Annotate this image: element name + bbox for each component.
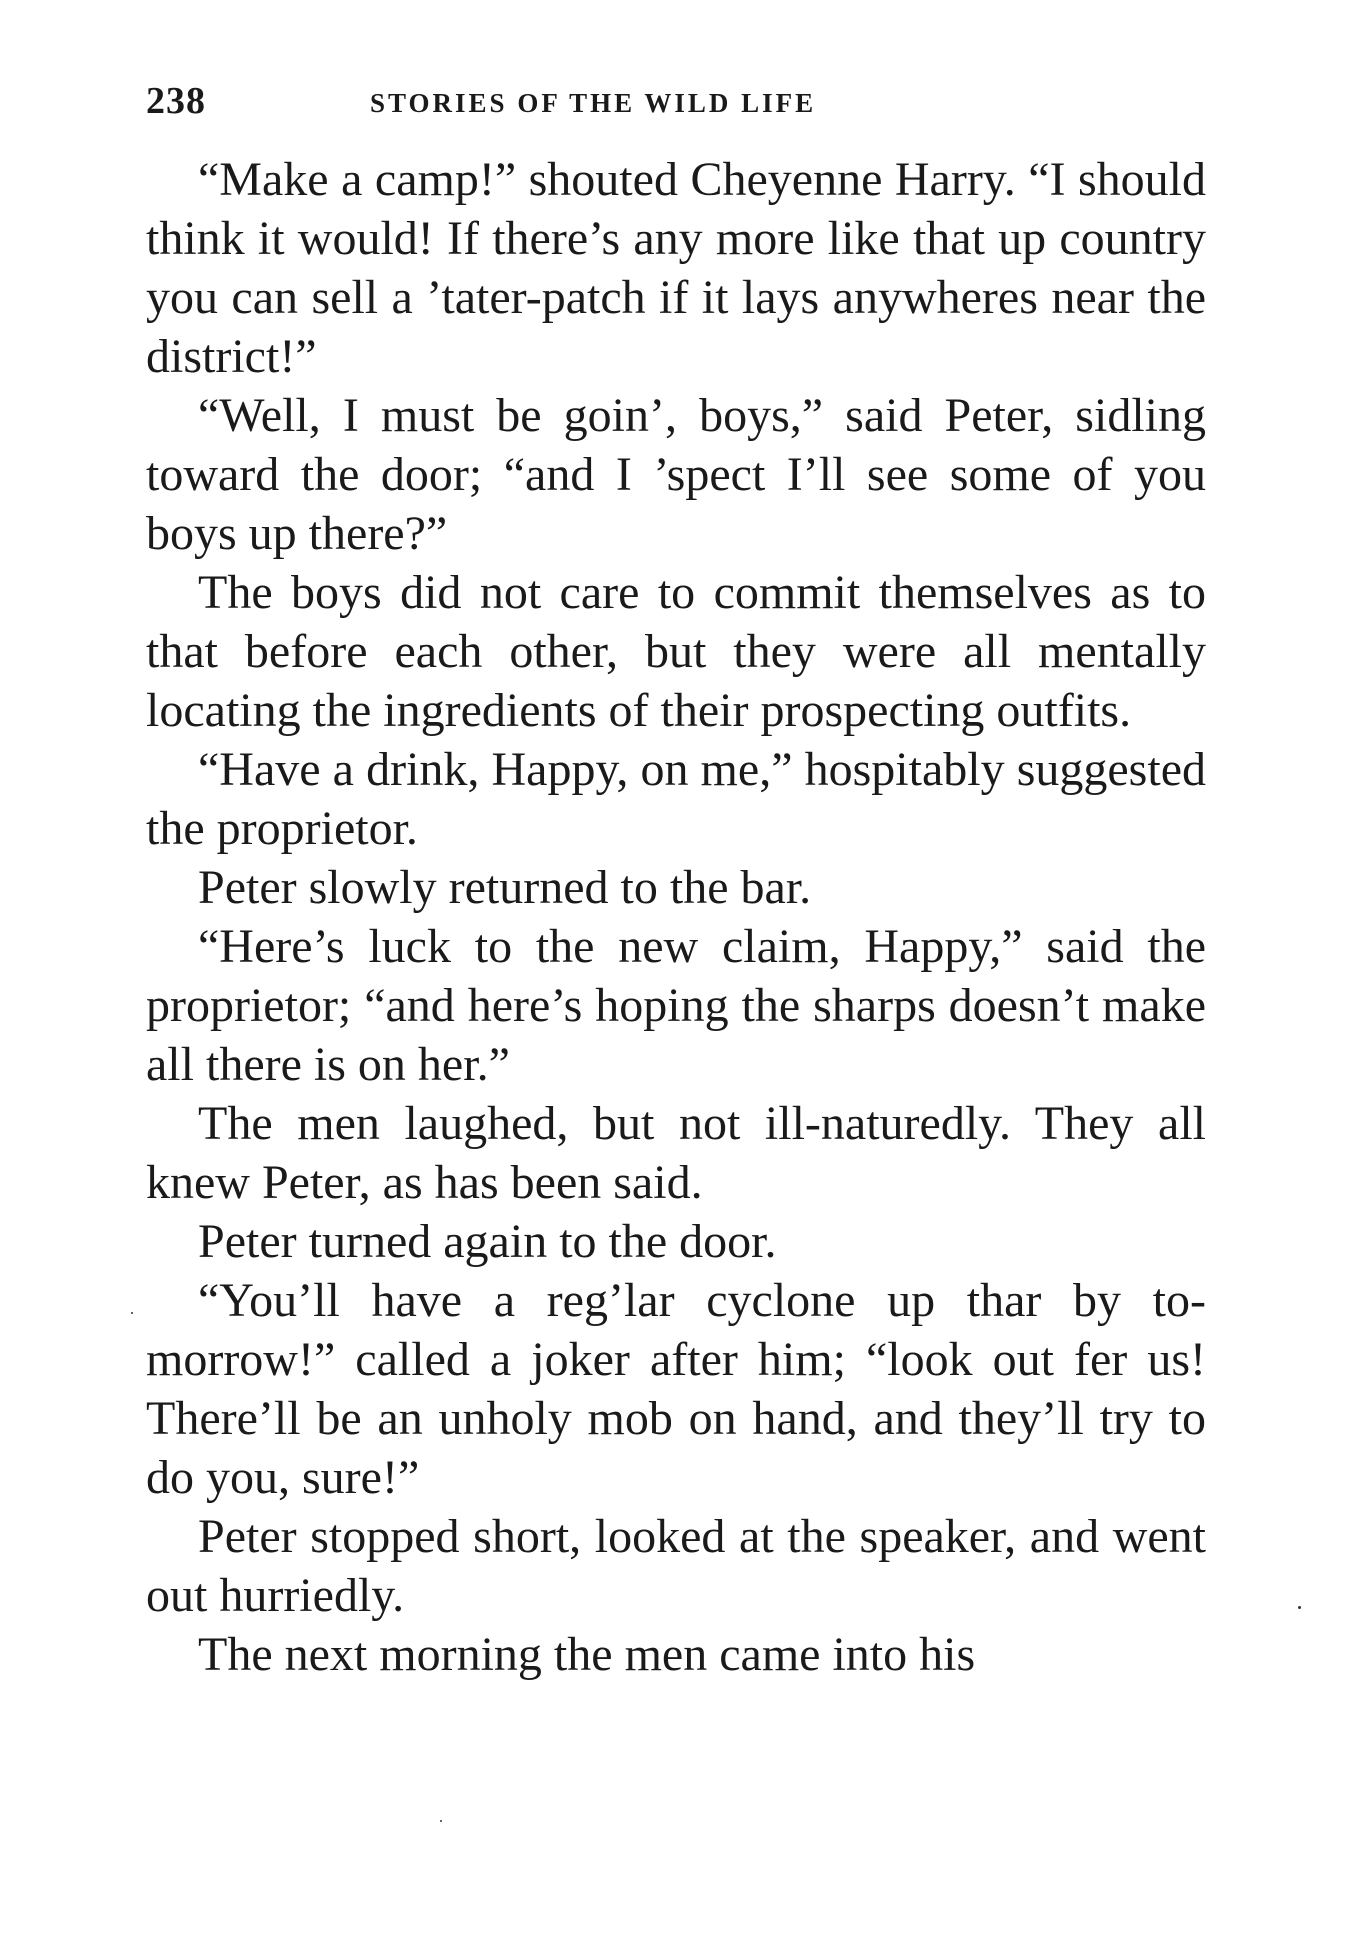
paragraph: The boys did not care to commit themselves as to that before each other, but they were all mentally locating the ingredients of their prospecting outfits.	[146, 566, 1206, 737]
paragraph: The next morning the men came into his	[198, 1628, 976, 1681]
running-head	[146, 76, 1206, 126]
paragraph: “Well, I must be goin’, boys,” said Peter, sidling toward the door; “and I ’spect I’ll see some of you boys up there?”	[146, 389, 1206, 560]
paragraph: Peter stopped short, looked at the speaker, and went out hurriedly.	[146, 1510, 1206, 1622]
body-text	[146, 150, 1206, 1684]
paragraph: “Here’s luck to the new claim, Happy,” said the proprietor; “and here’s hoping the sharps doesn’t make all there is on her.”	[146, 920, 1206, 1091]
paper-speck	[1298, 1606, 1301, 1609]
paragraph: “You’ll have a reg’lar cyclone up thar by tomorrow!” called a joker after him; “look out fer us! There’ll be an unholy mob on hand, and they’ll try to do you, sure!”	[146, 1274, 1206, 1504]
paper-speck	[131, 1312, 133, 1314]
page-number: 238	[146, 80, 206, 122]
paragraph: Peter slowly returned to the bar.	[198, 861, 812, 914]
paragraph: The men laughed, but not ill-naturedly. They all knew Peter, as has been said.	[146, 1097, 1206, 1209]
paragraph: “Make a camp!” shouted Cheyenne Harry. “I should think it would! If there’s any more like that up country you can sell a ’tater-patch if it lays anywheres near the district!”	[146, 153, 1206, 383]
paragraph: Peter turned again to the door.	[198, 1215, 777, 1268]
running-title: STORIES OF THE WILD LIFE	[370, 88, 817, 118]
paragraph: “Have a drink, Happy, on me,” hospitably suggested the proprietor.	[146, 743, 1206, 855]
paper-speck	[440, 1820, 442, 1822]
